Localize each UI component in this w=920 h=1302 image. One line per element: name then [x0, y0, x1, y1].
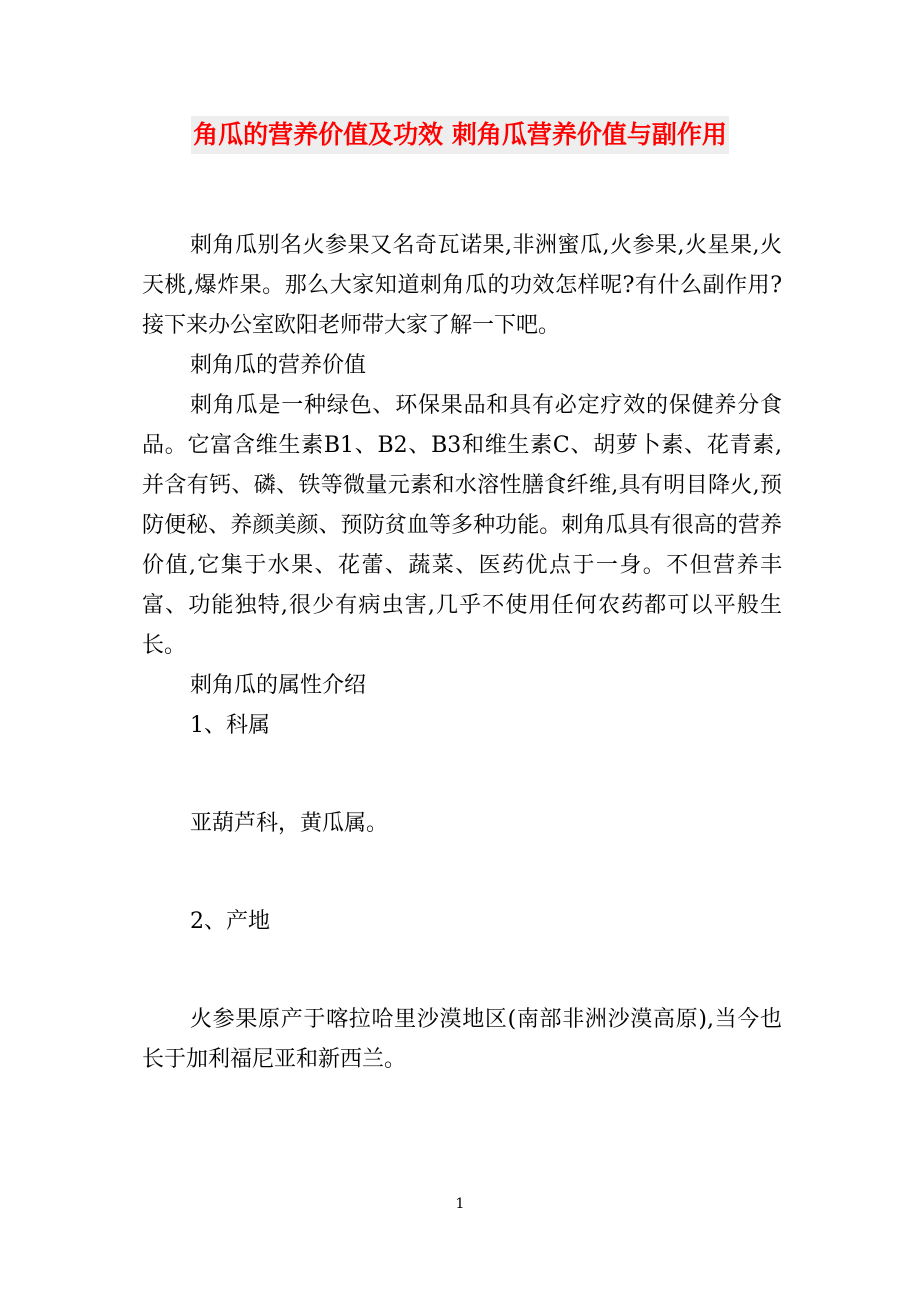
document-body: [142, 226, 782, 1080]
document-title: 角瓜的营养价值及功效 刺角瓜营养价值与副作用: [191, 116, 729, 154]
page-number: 1: [455, 1196, 465, 1212]
section-heading-nutrition: 刺角瓜的营养价值: [190, 353, 367, 378]
subheading-origin: 2、产地: [190, 909, 270, 934]
nutrition-paragraph: 刺角瓜是一种绿色、环保果品和具有必定疗效的保健养分食品。它富含维生素B1、B2、B3和维生素C、胡萝卜素、花青素,并含有钙、磷、铁等微量元素和水溶性膳食纤维,具有明目降火,预防便秘、养颜美颜、预防贫血等多种功能。刺角瓜具有很高的营养价值,它集于水果、花蕾、蔬菜、医药优点于一身。不但营养丰富、功能独特,很少有病虫害,几乎不使用任何农药都可以平般生长。: [142, 393, 782, 658]
origin-paragraph: 火参果原产于喀拉哈里沙漠地区(南部非洲沙漠高原),当今也长于加利福尼亚和新西兰。: [142, 1007, 782, 1072]
section-heading-attributes: 刺角瓜的属性介绍: [190, 673, 367, 698]
subheading-family: 1、科属: [190, 713, 270, 738]
family-paragraph: 亚葫芦科，黄瓜属。: [190, 811, 389, 836]
intro-paragraph: 刺角瓜别名火参果又名奇瓦诺果,非洲蜜瓜,火参果,火星果,火天桃,爆炸果。那么大家知道刺角瓜的功效怎样呢?有什么副作用?接下来办公室欧阳老师带大家了解一下吧。: [142, 233, 782, 338]
title-container: [0, 116, 920, 154]
